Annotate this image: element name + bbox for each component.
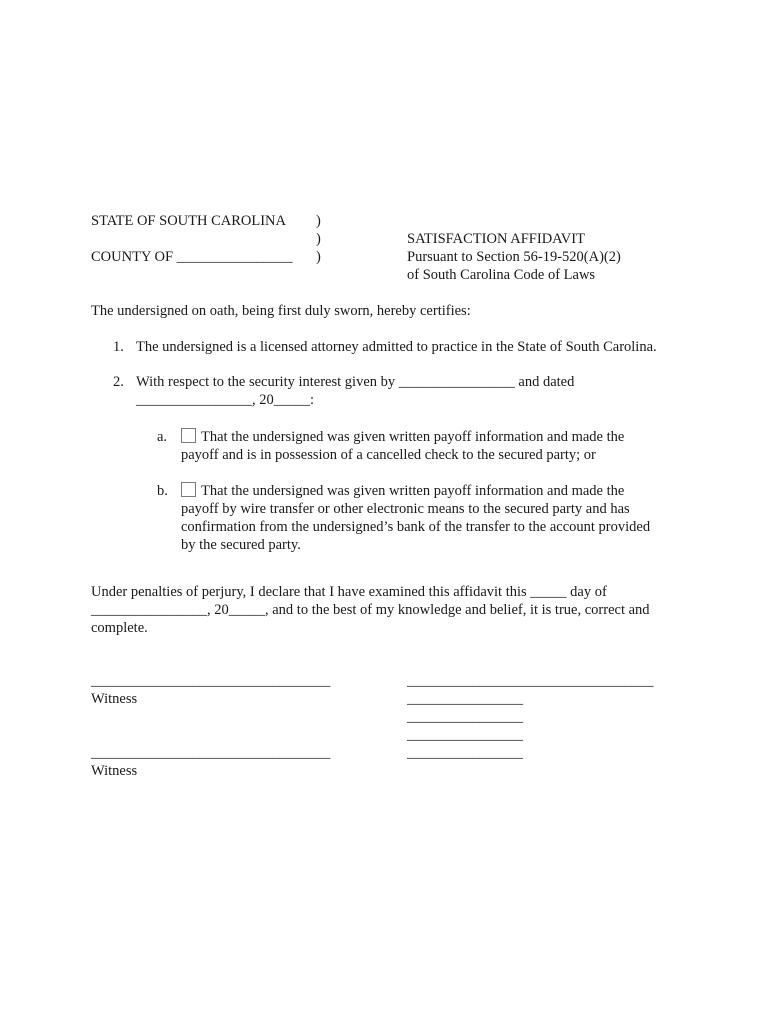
item-1-number: 1. (113, 339, 124, 355)
affiant-info-line-1[interactable]: ________________ (407, 691, 523, 707)
state-caption: STATE OF SOUTH CAROLINA (91, 213, 286, 229)
document-title: SATISFACTION AFFIDAVIT (407, 231, 585, 247)
option-a-letter: a. (157, 429, 168, 445)
perjury-line-2[interactable]: ________________, 20_____, and to the best of my knowledge and belief, it is true, correct and (91, 602, 650, 618)
option-b-letter: b. (157, 483, 168, 499)
title-statute: Pursuant to Section 56-19-520(A)(2) (407, 249, 621, 265)
option-b-text: That the undersigned was given written payoff information and made the (201, 483, 625, 499)
witness-2-label: Witness (91, 763, 138, 779)
witness-2-signature-line[interactable]: _________________________________ (91, 745, 331, 761)
affiant-info-line-2[interactable]: ________________ (407, 709, 523, 725)
title-code: of South Carolina Code of Laws (407, 267, 596, 283)
option-a-first-line (181, 428, 624, 446)
county-caption[interactable]: COUNTY OF ________________ (91, 249, 293, 265)
item-2-text-line-1[interactable]: With respect to the security interest given by ________________ and dated (136, 374, 575, 390)
option-a-line-2: payoff and is in possession of a cancelled check to the secured party; or (181, 447, 596, 463)
affiant-info-line-4[interactable]: ________________ (407, 745, 523, 761)
affiant-signature-line[interactable]: __________________________________ (407, 673, 654, 689)
option-b-line-4: by the secured party. (181, 537, 301, 553)
item-2-number: 2. (113, 374, 124, 390)
witness-1-label: Witness (91, 691, 138, 707)
option-a-text: That the undersigned was given written payoff information and made the (201, 429, 625, 445)
option-b-line-2: payoff by wire transfer or other electronic means to the secured party and has (181, 501, 630, 517)
intro-text: The undersigned on oath, being first duly sworn, hereby certifies: (91, 303, 471, 319)
caption-paren-3: ) (316, 249, 321, 265)
option-a-checkbox[interactable] (181, 428, 196, 443)
option-b-first-line (181, 482, 624, 500)
perjury-line-3: complete. (91, 620, 148, 636)
affiant-info-line-3[interactable]: ________________ (407, 727, 523, 743)
perjury-line-1[interactable]: Under penalties of perjury, I declare that I have examined this affidavit this _____ day of (91, 584, 607, 600)
option-b-line-3: confirmation from the undersigned’s bank of the transfer to the account provided (181, 519, 651, 535)
witness-1-signature-line[interactable]: _________________________________ (91, 673, 331, 689)
caption-paren-2: ) (316, 231, 321, 247)
option-b-checkbox[interactable] (181, 482, 196, 497)
item-1-text: The undersigned is a licensed attorney admitted to practice in the State of South Carolina. (136, 339, 657, 355)
caption-paren-1: ) (316, 213, 321, 229)
item-2-text-line-2[interactable]: ________________, 20_____: (136, 392, 315, 408)
